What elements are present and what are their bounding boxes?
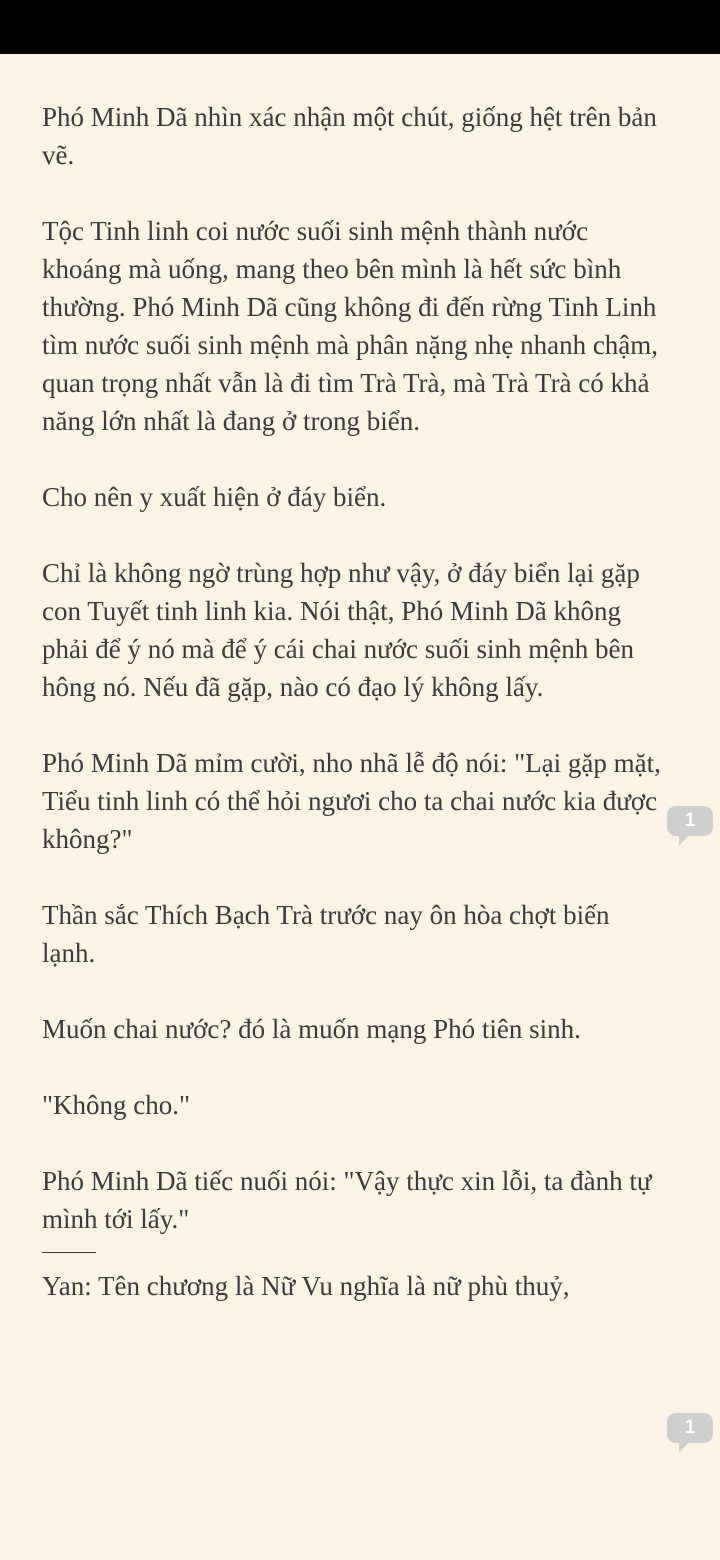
paragraph-7: Muốn chai nước? đó là muốn mạng Phó tiên sinh. bbox=[42, 1014, 581, 1044]
paragraph-2: Tộc Tinh linh coi nước suối sinh mệnh thành nước khoáng mà uống, mang theo bên mình là hết sức bình thường. Phó Minh Dã cũng không đi đến rừng Tinh Linh tìm nước suối sinh mệnh mà phân nặng nhẹ nhanh chậm, quan trọng nhất vẫn là đi tìm Trà Trà, mà Trà Trà có khả năng lớn nhất là đang ở trong biển. bbox=[42, 216, 659, 436]
paragraph-9: Phó Minh Dã tiếc nuối nói: "Vậy thực xin lỗi, ta đành tự mình tới lấy." bbox=[42, 1166, 652, 1234]
comment-count: 1 bbox=[684, 810, 696, 831]
author-note-divider bbox=[42, 1252, 96, 1253]
paragraph-4: Chỉ là không ngờ trùng hợp như vậy, ở đáy biển lại gặp con Tuyết tinh linh kia. Nói thật, Phó Minh Dã không phải để ý nó mà để ý cái chai nước suối sinh mệnh bên hông nó. Nếu đã gặp, nào có đạo lý không lấy. bbox=[42, 558, 640, 702]
paragraph-5: Phó Minh Dã mỉm cười, nho nhã lễ độ nói: "Lại gặp mặt, Tiểu tinh linh có thể hỏi ngươi cho ta chai nước kia được không?" bbox=[42, 748, 661, 854]
status-bar bbox=[0, 0, 720, 54]
chapter-content bbox=[42, 98, 668, 1343]
comment-bubble-tail bbox=[679, 835, 689, 846]
paragraph-8: "Không cho." bbox=[42, 1090, 191, 1120]
comment-count: 1 bbox=[684, 1417, 696, 1438]
comment-bubble-tail bbox=[679, 1442, 689, 1453]
author-note: Yan: Tên chương là Nữ Vu nghĩa là nữ phù thuỷ, bbox=[42, 1271, 570, 1301]
paragraph-comment-badge[interactable] bbox=[667, 806, 713, 848]
paragraph-6: Thần sắc Thích Bạch Trà trước nay ôn hòa chợt biến lạnh. bbox=[42, 900, 610, 968]
paragraph-3: Cho nên y xuất hiện ở đáy biển. bbox=[42, 482, 387, 512]
paragraph-1: Phó Minh Dã nhìn xác nhận một chút, giống hệt trên bản vẽ. bbox=[42, 102, 657, 170]
paragraph-comment-badge[interactable] bbox=[667, 1413, 713, 1455]
